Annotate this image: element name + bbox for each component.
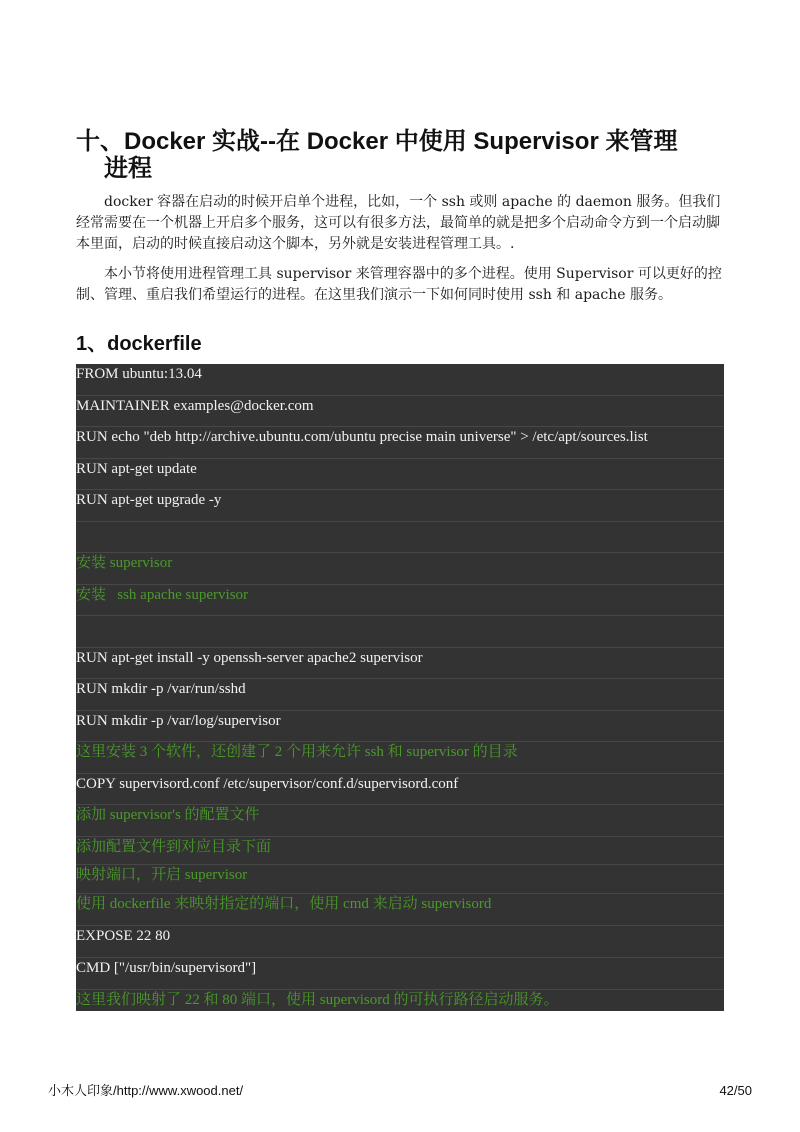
code-line: 这里安装 3 个软件，还创建了 2 个用来允许 ssh 和 supervisor 的目录: [76, 742, 724, 774]
code-line: 添加配置文件到对应目录下面: [76, 837, 724, 866]
code-line: RUN apt-get update: [76, 459, 724, 491]
code-line: [76, 522, 724, 554]
code-line: RUN mkdir -p /var/run/sshd: [76, 679, 724, 711]
code-line: FROM ubuntu:13.04: [76, 364, 724, 396]
code-line: RUN mkdir -p /var/log/supervisor: [76, 711, 724, 743]
supervisor-paragraph: 本小节将使用进程管理工具 supervisor 来管理容器中的多个进程。使用 Supervisor 可以更好的控制、管理、重启我们希望运行的进程。在这里我们演示一下如何同时使用 ssh 和 apache 服务。: [76, 266, 722, 303]
page-title: [76, 128, 736, 182]
code-line: 安装 ssh apache supervisor: [76, 585, 724, 617]
intro-paragraph: docker 容器在启动的时候开启单个进程，比如，一个 ssh 或则 apache 的 daemon 服务。但我们经常需要在一个机器上开启多个服务，这可以有很多方法，最简单的就是把多个启动命令方到一个启动脚本里面，启动的时候直接启动这个脚本，另外就是安装进程管理工具。.: [76, 194, 721, 252]
footer-page-number: 42/50: [719, 1083, 752, 1098]
code-line: RUN apt-get upgrade -y: [76, 490, 724, 522]
title-line-2: 进程: [104, 155, 152, 182]
code-line: MAINTAINER examples@docker.com: [76, 396, 724, 428]
section-heading: 1、dockerfile: [76, 333, 202, 355]
code-line: COPY supervisord.conf /etc/supervisor/conf.d/supervisord.conf: [76, 774, 724, 806]
code-line: CMD ["/usr/bin/supervisord"]: [76, 958, 724, 990]
title-line-1: 十、Docker 实战--在 Docker 中使用 Supervisor 来管理: [76, 128, 678, 155]
code-line: 使用 dockerfile 来映射指定的端口，使用 cmd 来启动 supervisord: [76, 894, 724, 926]
code-line: [76, 616, 724, 648]
dockerfile-code-block: [76, 364, 724, 1011]
footer-site: 小木人印象/http://www.xwood.net/: [48, 1083, 244, 1098]
code-line: 添加 supervisor's 的配置文件: [76, 805, 724, 837]
code-line: 这里我们映射了 22 和 80 端口，使用 supervisord 的可执行路径启动服务。: [76, 992, 559, 1008]
code-line: 安装 supervisor: [76, 553, 724, 585]
code-line: EXPOSE 22 80: [76, 926, 724, 958]
code-line: RUN apt-get install -y openssh-server apache2 supervisor: [76, 648, 724, 680]
code-line: RUN echo "deb http://archive.ubuntu.com/ubuntu precise main universe" > /etc/apt/sources.list: [76, 427, 724, 459]
code-line: 映射端口，开启 supervisor: [76, 865, 724, 894]
